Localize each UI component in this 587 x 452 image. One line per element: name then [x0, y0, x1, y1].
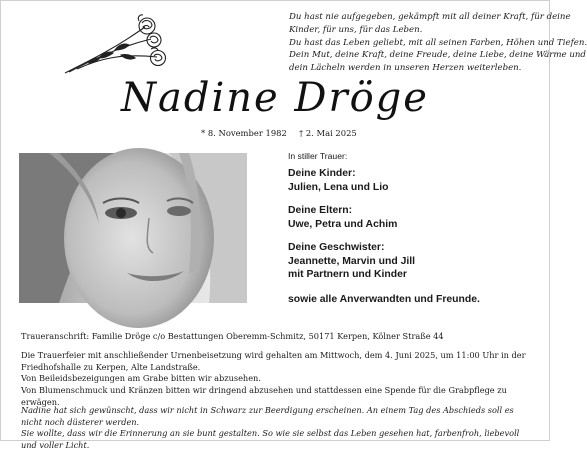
parents-names: Uwe, Petra und Achim — [288, 218, 398, 230]
children-names: Julien, Lena und Lio — [288, 181, 389, 193]
relatives-line: sowie alle Anverwandten und Freunde. — [288, 294, 480, 305]
portrait-image — [19, 153, 247, 303]
death-date: † 2. Mai 2025 — [299, 128, 357, 138]
info-line: Die Trauerfeier mit anschließender Urnenbeisetzung wird gehalten am Mittwoch, dem 4. Juni 2025, um 11:00 Uhr in der — [21, 350, 526, 360]
mourning-address: Traueranschrift: Familie Dröge c/o Bestattungen Oberemm-Schmitz, 50171 Kerpen, Kölner Straße 44 — [21, 331, 444, 341]
closing-line: Nadine hat sich gewünscht, dass wir nicht in Schwarz zur Beerdigung erscheinen. An einem Tag des Abschieds soll es nicht noch düsterer werden. — [21, 405, 514, 427]
poem-line: Kinder, für uns, für das Leben. — [289, 24, 423, 35]
roses-illustration — [59, 9, 169, 79]
funeral-info — [21, 350, 536, 409]
info-line: Von Blumenschmuck und Kränzen bitten wir dringend abzusehen und stattdessen eine Spende für die Grabpflege zu erwägen. — [21, 385, 507, 407]
poem-line: Du hast das Leben geliebt, mit all seinen Farben, Höhen und Tiefen. — [289, 37, 587, 48]
portrait-photo — [19, 153, 247, 303]
parents-group — [288, 204, 397, 231]
closing-note — [21, 405, 536, 452]
mourning-intro: In stiller Trauer: — [288, 151, 348, 161]
poem-line: Dein Mut, deine Kraft, deine Freude, deine Liebe, deine Wärme und — [289, 50, 586, 61]
closing-line: Sie wollte, dass wir die Erinnerung an sie bunt gestalten. So wie sie selbst das Leben gesehen hat, farbenfroh, liebevoll und voller Licht. — [21, 428, 520, 451]
poem-line: Du hast nie aufgegeben, gekämpft mit all deiner Kraft, für deine — [289, 12, 571, 22]
siblings-partners: mit Partnern und Kinder — [288, 269, 407, 280]
siblings-heading: Deine Geschwister: — [288, 242, 385, 253]
poem-line: dein Lächeln werden in unseren Herzen weiterleben. — [289, 63, 522, 74]
poem — [289, 11, 587, 75]
info-line: Von Beileidsbezeigungen am Grabe bitten wir abzusehen. — [21, 373, 261, 384]
info-line: Friedhofshalle zu Kerpen, Alte Landstraße. — [21, 361, 201, 372]
parents-heading: Deine Eltern: — [288, 205, 353, 216]
siblings-names: Jeannette, Marvin und Jill — [288, 255, 416, 267]
deceased-name: Nadine Dröge — [121, 75, 429, 121]
children-heading: Deine Kinder: — [288, 168, 356, 179]
siblings-group — [288, 241, 415, 282]
birth-date: * 8. November 1982 — [201, 128, 287, 138]
children-group — [288, 167, 388, 194]
